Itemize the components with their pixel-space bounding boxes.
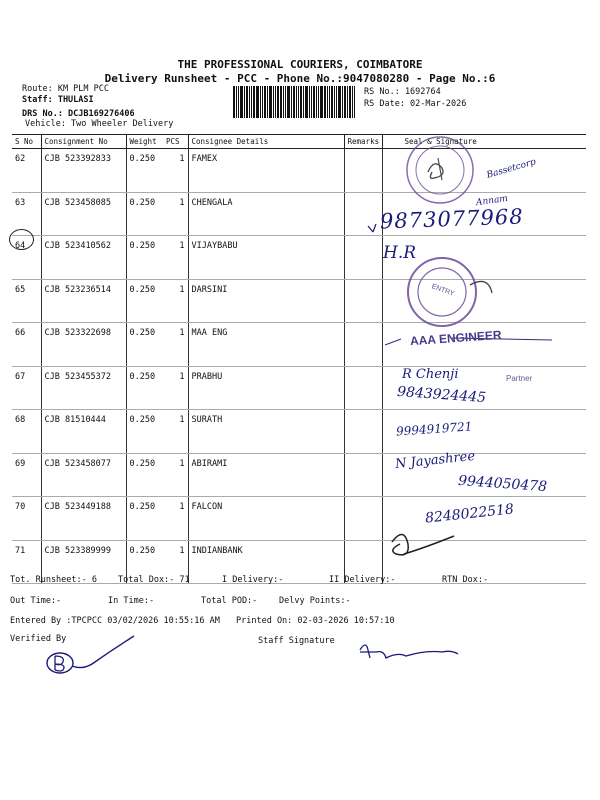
sno: 70: [12, 497, 41, 541]
weight: 0.250: [126, 497, 166, 541]
signature-scribble: [392, 534, 454, 554]
sno: 64: [12, 236, 41, 280]
staff: Staff: THULASI: [22, 95, 94, 105]
vehicle: Vehicle: Two Wheeler Delivery: [25, 119, 174, 129]
sno: 63: [12, 192, 41, 236]
verified-by: Verified By: [10, 634, 67, 644]
staff-signature-label: Staff Signature: [258, 636, 335, 646]
staff-signature-icon: [360, 645, 458, 658]
pcs: 1: [166, 236, 188, 280]
consignment-no: CJB 523458085: [41, 192, 126, 236]
consignment-no: CJB 523236514: [41, 279, 126, 323]
signature-scribble: [368, 224, 376, 232]
total-dox: Total Dox:- 71: [118, 575, 190, 585]
company-name: THE PROFESSIONAL COURIERS, COIMBATORE: [177, 58, 423, 71]
runsheet-title: Delivery Runsheet - PCC - Phone No.:9047080280 - Page No.:6: [104, 72, 496, 85]
rs-date: RS Date: 02-Mar-2026: [364, 99, 467, 109]
stamp-text: ENTRY: [430, 283, 456, 298]
consignee: CHENGALA: [188, 192, 344, 236]
pcs: 1: [166, 323, 188, 367]
rtn-dox: RTN Dox:-: [442, 575, 489, 585]
consignee: ABIRAMI: [188, 453, 344, 497]
weight: 0.250: [126, 279, 166, 323]
consignment-no: CJB 81510444: [41, 410, 126, 454]
i-delivery: I Delivery:-: [222, 575, 284, 585]
pcs: 1: [166, 192, 188, 236]
weight: 0.250: [126, 323, 166, 367]
drs-number: DRS No.: DCJB169276406: [22, 109, 135, 119]
consignee: VIJAYBABU: [188, 236, 344, 280]
handwritten-name: R Chenji: [402, 367, 459, 382]
ii-delivery: II Delivery:-: [329, 575, 396, 585]
round-stamp-icon: [407, 137, 473, 203]
col-pcs: PCS: [166, 135, 188, 149]
total-pod: Total POD:-: [201, 596, 258, 606]
sno: 68: [12, 410, 41, 454]
sno: 69: [12, 453, 41, 497]
consignment-no: CJB 523389999: [41, 540, 126, 584]
in-time: In Time:-: [108, 596, 155, 606]
weight: 0.250: [126, 192, 166, 236]
weight: 0.250: [126, 540, 166, 584]
col-consignee: Consignee Details: [188, 135, 344, 149]
company-stamp: AAA ENGINEER: [409, 327, 502, 349]
entered-by: Entered By :TPCPCC 03/02/2026 10:55:16 AM: [10, 616, 220, 626]
weight: 0.250: [126, 236, 166, 280]
handwritten-phone: 9994919721: [395, 419, 473, 439]
weight: 0.250: [126, 410, 166, 454]
consignee: FAMEX: [188, 149, 344, 193]
consignee: SURATH: [188, 410, 344, 454]
pcs: 1: [166, 366, 188, 410]
col-weight: Weight: [126, 135, 166, 149]
consignee: MAA ENG: [188, 323, 344, 367]
pcs: 1: [166, 453, 188, 497]
consignee: PRABHU: [188, 366, 344, 410]
route: Route: KM PLM PCC: [22, 84, 109, 94]
handwritten-phone: 9944050478: [457, 472, 548, 496]
pcs: 1: [166, 149, 188, 193]
consignee: INDIANBANK: [188, 540, 344, 584]
handwritten-note: Bassetcorp: [485, 157, 538, 181]
col-remarks: Remarks: [344, 135, 382, 149]
rs-number: RS No.: 1692764: [364, 87, 441, 97]
consignment-no: CJB 523458077: [41, 453, 126, 497]
consignment-no: CJB 523449188: [41, 497, 126, 541]
col-sno: S No: [12, 135, 41, 149]
sno: 65: [12, 279, 41, 323]
sno: 71: [12, 540, 41, 584]
handwritten-note: H.R: [383, 243, 417, 263]
sno: 62: [12, 149, 41, 193]
printed-on: Printed On: 02-03-2026 10:57:10: [236, 616, 395, 626]
stamp-text: Partner: [506, 374, 533, 383]
weight: 0.250: [126, 366, 166, 410]
consignment-no: CJB 523455372: [41, 366, 126, 410]
consignee: DARSINI: [188, 279, 344, 323]
consignment-no: CJB 523392833: [41, 149, 126, 193]
weight: 0.250: [126, 453, 166, 497]
out-time: Out Time:-: [10, 596, 62, 606]
weight: 0.250: [126, 149, 166, 193]
pcs: 1: [166, 279, 188, 323]
handwritten-phone: 9873077968: [379, 204, 524, 234]
col-seal-signature: Seal & Signature: [382, 135, 586, 149]
pcs: 1: [166, 540, 188, 584]
sno: 66: [12, 323, 41, 367]
handwritten-phone: 9843924445: [396, 383, 487, 407]
pcs: 1: [166, 410, 188, 454]
pcs: 1: [166, 497, 188, 541]
consignment-no: CJB 523322698: [41, 323, 126, 367]
consignee: FALCON: [188, 497, 344, 541]
handwritten-phone: 8248022518: [424, 501, 515, 527]
tot-runsheet: Tot. Runsheet:- 6: [10, 575, 97, 585]
sno: 67: [12, 366, 41, 410]
col-consignment: Consignment No: [41, 135, 126, 149]
consignment-no: CJB 523410562: [41, 236, 126, 280]
handwritten-note: Annam: [475, 193, 509, 209]
delvy-points: Delvy Points:-: [279, 596, 351, 606]
handwritten-name: N Jayashree: [394, 448, 476, 473]
